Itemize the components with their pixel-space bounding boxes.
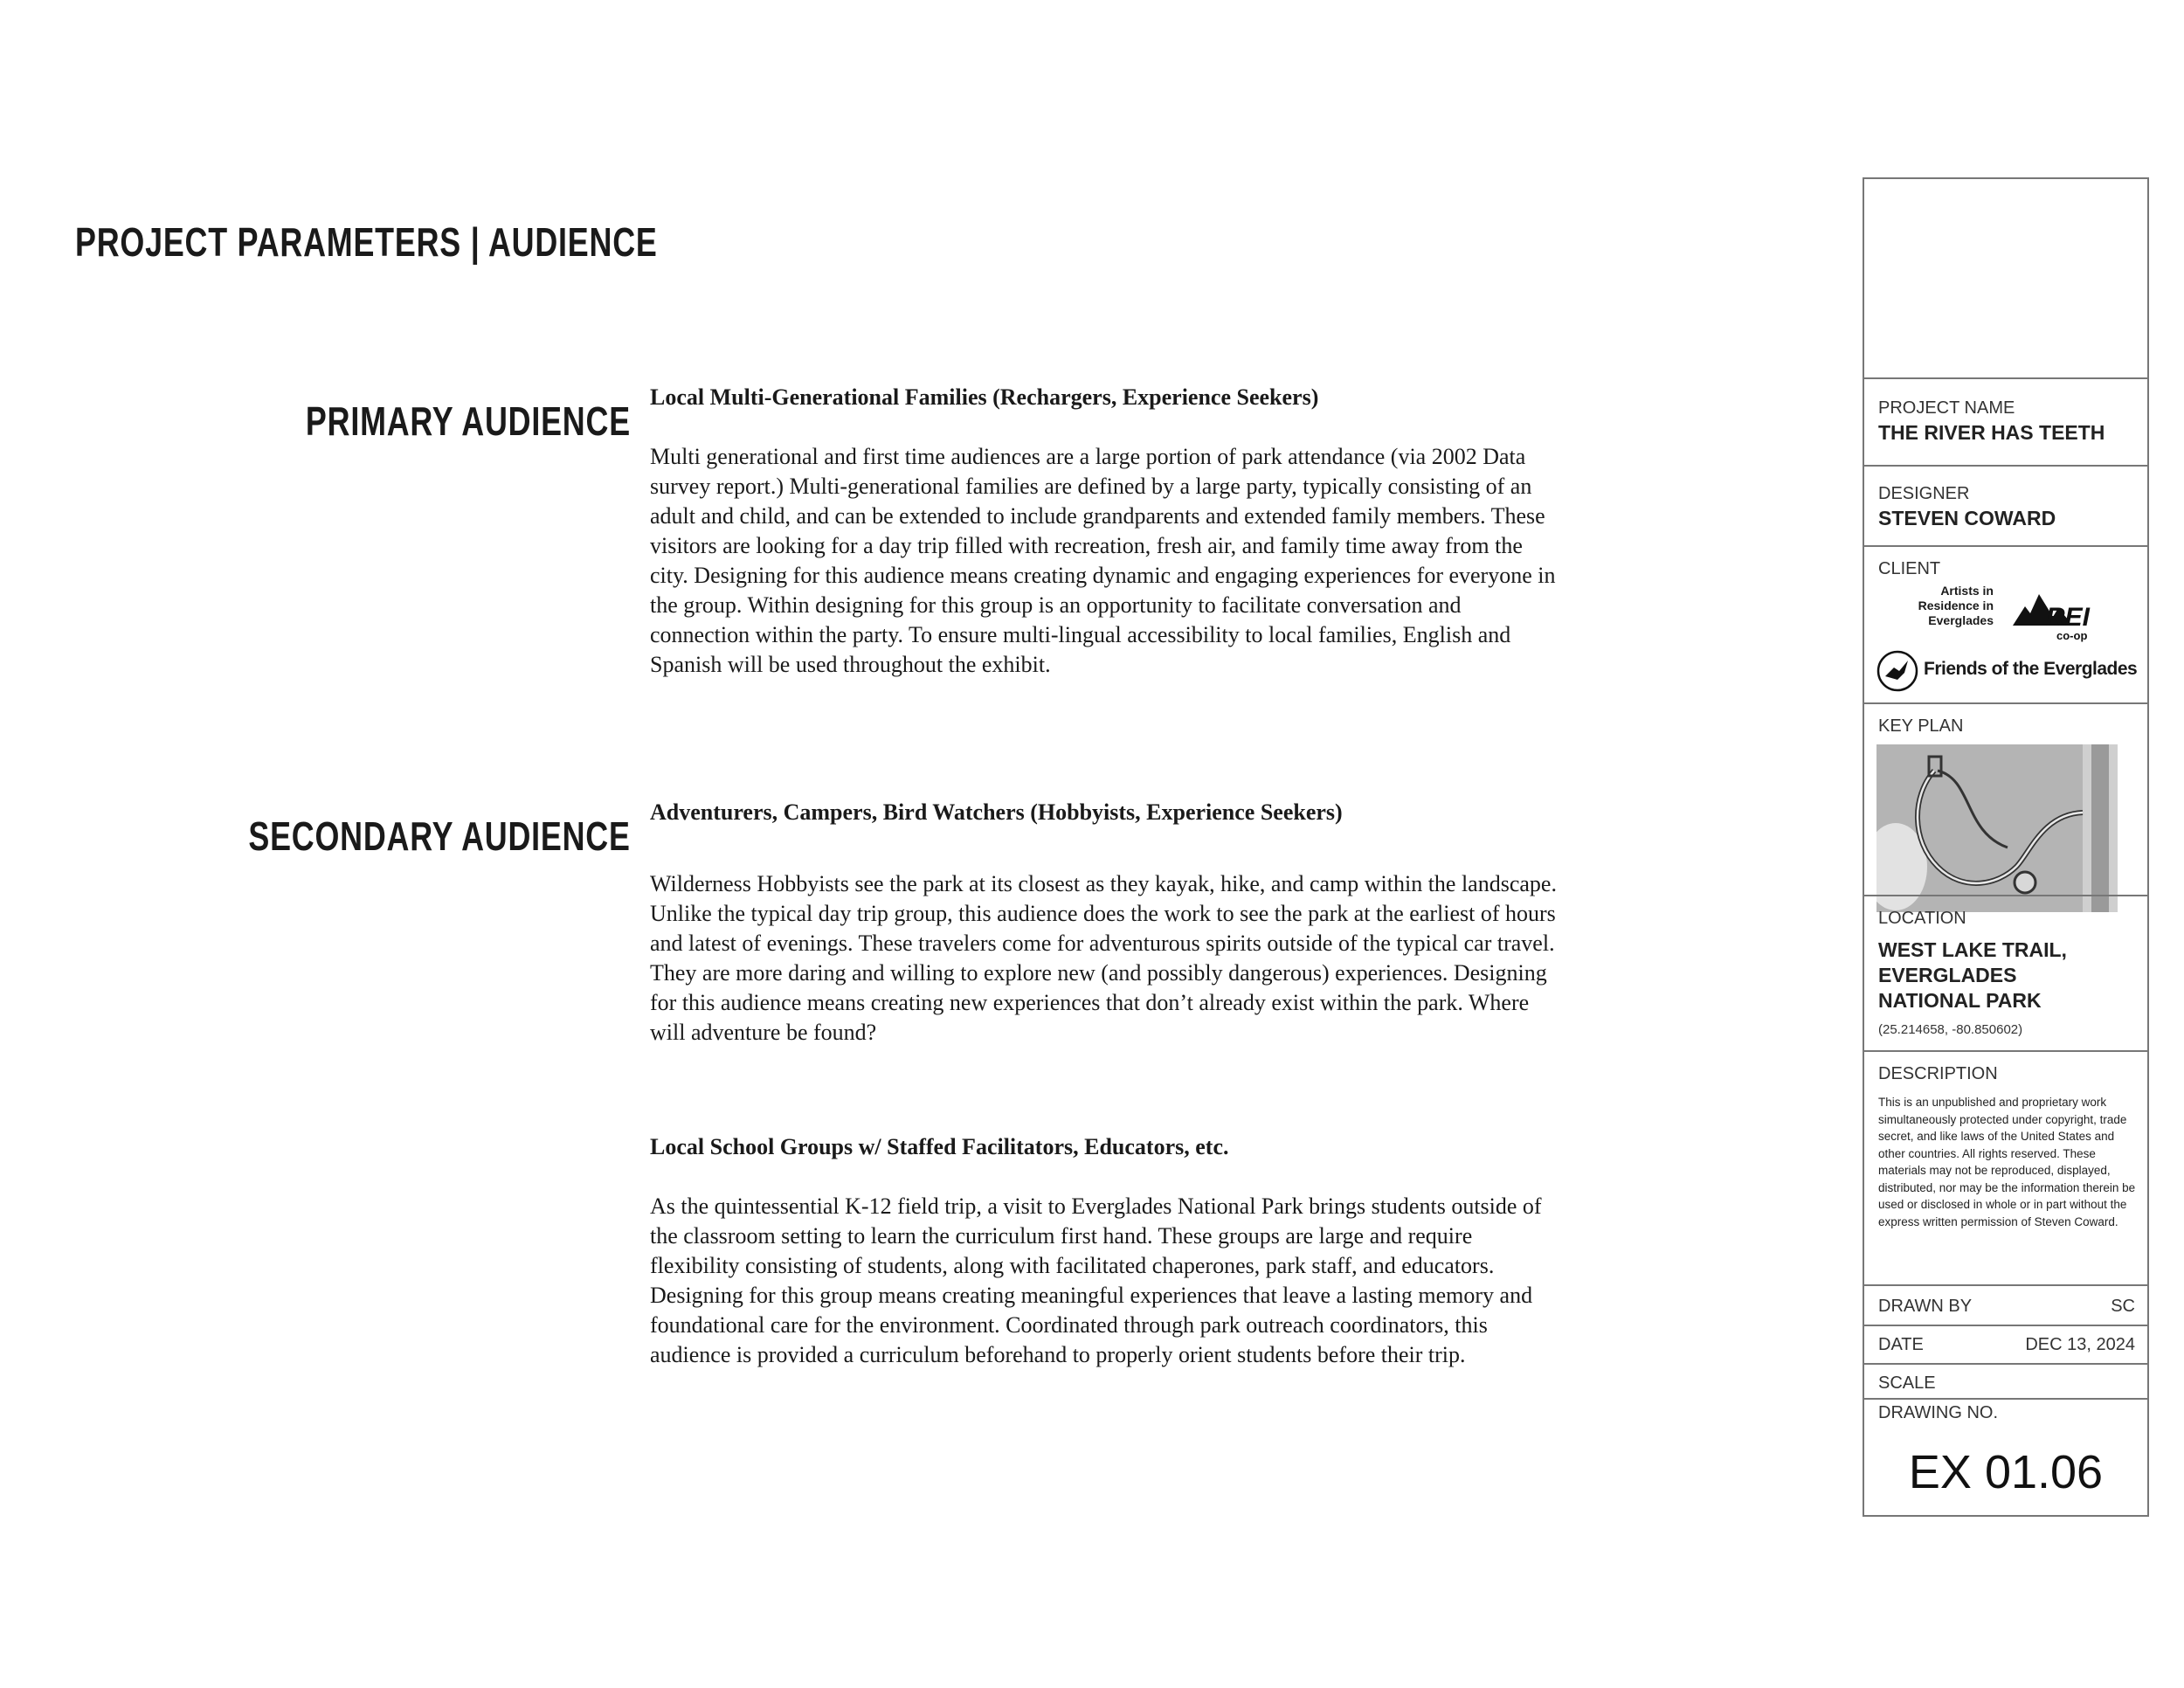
coordinates: (25.214658, -80.850602) — [1878, 1022, 2023, 1037]
description-label: DESCRIPTION — [1878, 1064, 1998, 1083]
primary-audience-block — [650, 383, 1559, 680]
project-name-label: PROJECT NAME — [1878, 398, 2015, 418]
date-label: DATE — [1878, 1335, 1924, 1354]
location-line-3: NATIONAL PARK — [1878, 989, 2042, 1012]
secondary-audience-block — [650, 798, 1559, 1048]
project-name-value: THE RIVER HAS TEETH — [1878, 421, 2105, 444]
svg-text:REI: REI — [2046, 603, 2091, 632]
drawn-by-cell — [1864, 1284, 2147, 1326]
location-line-1: WEST LAKE TRAIL, — [1878, 938, 2067, 961]
scale-drawing-cell — [1864, 1363, 2147, 1519]
secondary-audience-label: SECONDARY AUDIENCE — [248, 813, 631, 859]
description-cell — [1864, 1050, 2147, 1286]
designer-label: DESIGNER — [1878, 484, 1970, 503]
designer-cell — [1864, 465, 2147, 547]
rei-mountain-icon — [2013, 582, 2109, 643]
location-label: LOCATION — [1878, 909, 1966, 928]
page-title: PROJECT PARAMETERS | AUDIENCE — [75, 219, 658, 265]
friends-of-everglades-text: Friends of the Everglades — [1924, 659, 2138, 679]
location-line-2: EVERGLADES — [1878, 964, 2017, 986]
description-text: This is an unpublished and proprietary work simultaneously protected under copyright, trade secret, and like laws of the United States and other countries. All rights reserved. These materials may not be reproduced, displayed, distributed, nor may be the information therein be used or disclosed in whole or in part without the express written permission of Steven Coward. — [1878, 1096, 2136, 1228]
primary-audience-body: Multi generational and first time audiences are a large portion of park attendance (via 2002 Data survey report.) Multi-generational families are defined by a large party, typically consisting of an adult and child, and can be extended to include grandparents and extended family members. These visitors are looking for a day trip filled with recreation, fresh air, and family time away from the city. Designing for this audience means creating dynamic and engaging experiences for everyone in the group. Within designing for this group is an opportunity to facilitate conversation and connection within the party. To ensure multi-lingual accessibility to local families, English and Spanish will be used throughout the exhibit. — [650, 444, 1556, 677]
friends-of-everglades-logo — [1876, 650, 2139, 692]
drawing-no-label: DRAWING NO. — [1878, 1403, 1999, 1422]
svg-text:co-op: co-op — [2056, 629, 2088, 642]
scale-label: SCALE — [1878, 1373, 1936, 1393]
key-plan-label: KEY PLAN — [1878, 716, 1964, 736]
key-plan-map — [1876, 744, 2118, 912]
school-groups-block — [650, 1132, 1559, 1370]
school-groups-heading: Local School Groups w/ Staffed Facilitators, Educators, etc. — [650, 1134, 1229, 1159]
primary-audience-label: PRIMARY AUDIENCE — [306, 398, 631, 444]
date-cell — [1864, 1325, 2147, 1365]
school-groups-body: As the quintessential K-12 field trip, a visit to Everglades National Park brings students outside of the classroom setting to learn the curriculum first hand. These groups are large and require flexibility consisting of students, along with facilitated chaperones, park staff, and educators. Designing for this group means creating meaningful experiences that leave a lasting memory and foundational care for the environment. Coordinated through park outreach coordinators, this audience is provided a curriculum beforehand to properly orient students before their trip. — [650, 1193, 1542, 1367]
artists-in-residence-logo: Artists in Residence in Everglades — [1918, 584, 1994, 627]
drawn-by-label: DRAWN BY — [1878, 1297, 1973, 1316]
client-label: CLIENT — [1878, 559, 1941, 578]
location-cell — [1864, 895, 2147, 1052]
client-cell — [1864, 545, 2147, 704]
designer-value: STEVEN COWARD — [1878, 507, 2056, 529]
drawing-number: EX 01.06 — [1908, 1446, 2104, 1498]
primary-audience-heading: Local Multi-Generational Families (Rechargers, Experience Seekers) — [650, 384, 1319, 410]
title-block — [1863, 177, 2149, 1517]
secondary-audience-heading: Adventurers, Campers, Bird Watchers (Hobbyists, Experience Seekers) — [650, 799, 1343, 825]
rei-coop-logo — [2013, 582, 2109, 643]
project-name-cell — [1864, 377, 2147, 467]
drawn-by-value: SC — [2111, 1297, 2135, 1316]
date-value: DEC 13, 2024 — [2025, 1335, 2135, 1354]
key-plan-cell — [1864, 702, 2147, 896]
secondary-audience-body: Wilderness Hobbyists see the park at its closest as they kayak, hike, and camp within the landscape. Unlike the typical day trip group, this audience does the work to see the park at the earliest of hours and latest of evenings. These travelers come for adventurous spirits outside of the typical car travel. They are more daring and willing to explore new (and possibly dangerous) experiences. Designing for this audience means creating new experiences that don’t already exist within the park. Where will adventure be found? — [650, 871, 1557, 1045]
heron-icon — [1876, 650, 1918, 692]
